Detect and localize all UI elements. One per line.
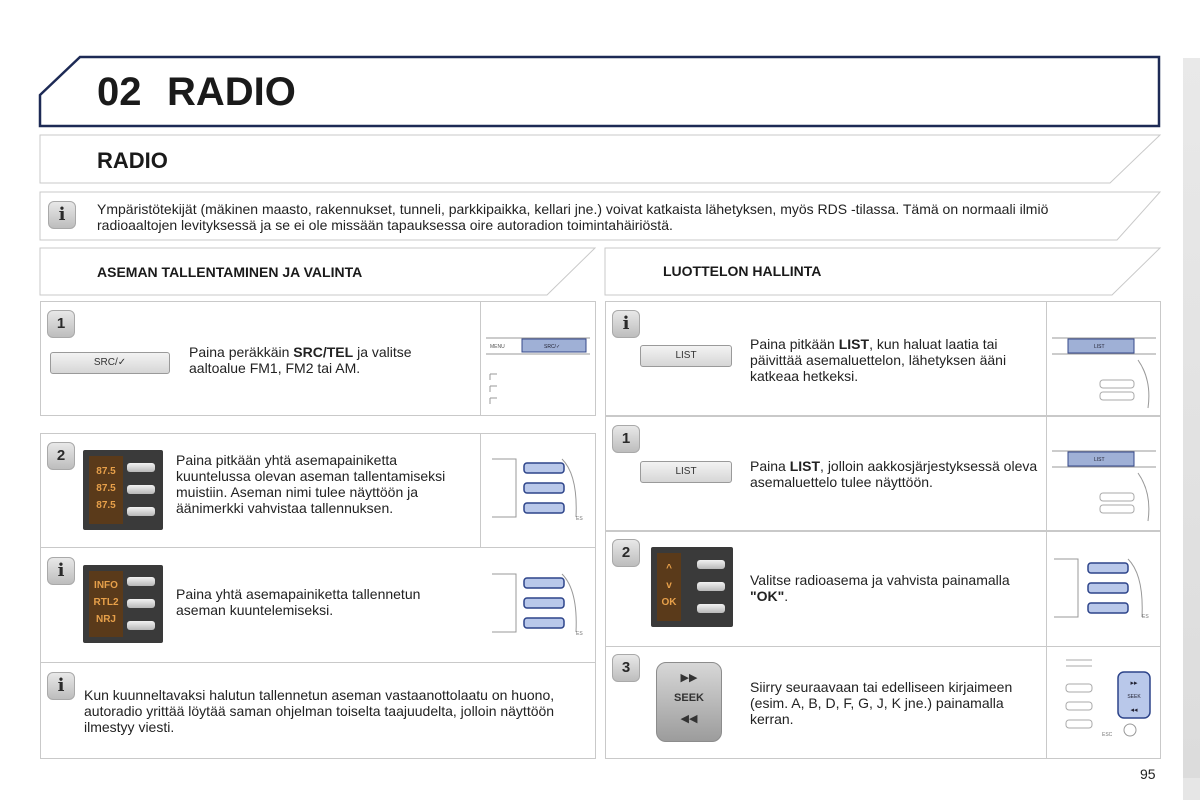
section-title: RADIO xyxy=(97,148,168,173)
step-badge: 1 xyxy=(47,310,75,338)
forward-icon: ▶▶ xyxy=(680,672,698,684)
display-value: INFO xyxy=(94,580,118,591)
svg-text:▸▸: ▸▸ xyxy=(1130,679,1138,687)
section-title-frame xyxy=(39,134,1163,186)
divider xyxy=(1046,301,1047,416)
right-step1-text: Paina LIST, jolloin aakkosjärjestyksessä oleva asemaluettelo tulee näyttöön. xyxy=(750,458,1038,490)
menu-label: MENU xyxy=(490,344,505,350)
display-value: 87.5 xyxy=(96,500,116,511)
list-label: LIST xyxy=(1094,344,1105,350)
up-arrow-icon: ^ xyxy=(666,563,672,574)
ok-label: OK xyxy=(661,597,677,608)
list-thumbnail xyxy=(1052,330,1156,410)
down-arrow-icon: v xyxy=(666,580,672,591)
chapter-title: RADIO xyxy=(167,70,296,114)
left-step2-text: Paina pitkään yhtä asemapainiketta kuuntelussa olevan aseman tallentamiseksi muistiin. Aseman nimi tulee näyttöön ja äänimerkki vahvistaa tallennuksen. xyxy=(176,452,446,516)
divider xyxy=(1046,646,1047,759)
right-column-title: LUOTTELON HALLINTA xyxy=(663,263,822,279)
right-info-text: Paina pitkään LIST, kun haluat laatia tai päivittää asemaluettelon, lähetyksen ääni katkeaa hetkeksi. xyxy=(750,336,1007,384)
src-label: SRC/✓ xyxy=(544,344,561,350)
right-step2-text: Valitse radioasema ja vahvista painamalla "OK". xyxy=(750,572,1010,604)
info-icon: i xyxy=(48,201,76,229)
divider xyxy=(480,301,481,416)
preset-keys-thumbnail xyxy=(490,570,590,640)
divider xyxy=(1046,531,1047,647)
divider xyxy=(1046,416,1047,531)
left-note-text: Kun kuunneltavaksi halutun tallennetun aseman vastaanottolaatu on huono, autoradio yrittää löytää saman ohjelman toiselta taajuudelta, jolloin näyttöön ilmestyy viesti. xyxy=(84,687,555,735)
seek-thumbnail xyxy=(1052,656,1156,746)
esc-label: ESC xyxy=(1102,732,1113,738)
display-value: 87.5 xyxy=(96,483,116,494)
display-value: NRJ xyxy=(95,614,116,625)
radio-panel-thumbnail xyxy=(486,330,590,410)
seek-label-small: SEEK xyxy=(1127,694,1141,700)
step-badge: 2 xyxy=(47,442,75,470)
side-strip xyxy=(1183,58,1200,800)
svg-text:◂◂: ◂◂ xyxy=(1130,706,1138,714)
list-thumbnail xyxy=(1052,443,1156,523)
info-icon: i xyxy=(47,672,75,700)
right-step3-text: Siirry seuraavaan tai edelliseen kirjaimeen (esim. A, B, D, F, G, J, K jne.) painamalla kerran. xyxy=(750,679,1013,727)
esc-label: ES xyxy=(576,631,583,637)
preset-keys-thumbnail xyxy=(490,455,590,525)
seek-label: SEEK xyxy=(674,692,704,704)
esc-label: ES xyxy=(576,516,583,522)
chapter-number: 02 xyxy=(97,70,142,114)
info-icon: i xyxy=(47,557,75,585)
info-note-text: Ympäristötekijät (mäkinen maasto, rakennukset, tunneli, parkkipaikka, kellari jne.) voivat katkaista lähetyksen, myös RDS -tilassa. Tämä on normaali ilmiö radioaaltojen levityksessä ja se ei ole missään tapauksessa oire autoradion toimintahäiriöstä. xyxy=(97,201,1049,233)
page-number: 95 xyxy=(1140,766,1156,782)
display-value: RTL2 xyxy=(93,597,119,608)
list-button-image: LIST xyxy=(640,345,732,367)
left-step3-text: Paina yhtä asemapainiketta tallennetun aseman kuuntelemiseksi. xyxy=(176,586,421,618)
src-tel-button-image: SRC/✓ xyxy=(50,352,170,374)
left-step1-text: Paina peräkkäin SRC/TEL ja valitse aaltoalue FM1, FM2 tai AM. xyxy=(189,344,412,376)
list-label: LIST xyxy=(1094,457,1105,463)
preset-keys-thumbnail xyxy=(1052,555,1156,625)
preset-display-image xyxy=(83,450,163,530)
info-icon: i xyxy=(612,310,640,338)
display-value: 87.5 xyxy=(96,466,116,477)
list-button-image: LIST xyxy=(640,461,732,483)
step-badge: 3 xyxy=(612,654,640,682)
preset-display-image xyxy=(83,565,163,643)
step-badge: 1 xyxy=(612,425,640,453)
step-badge: 2 xyxy=(612,539,640,567)
seek-button-image xyxy=(656,662,722,742)
rewind-icon: ◀◀ xyxy=(680,713,698,725)
left-column-title: ASEMAN TALLENTAMINEN JA VALINTA xyxy=(97,264,363,280)
nav-display-image xyxy=(651,547,733,627)
esc-label: ES xyxy=(1142,614,1149,620)
